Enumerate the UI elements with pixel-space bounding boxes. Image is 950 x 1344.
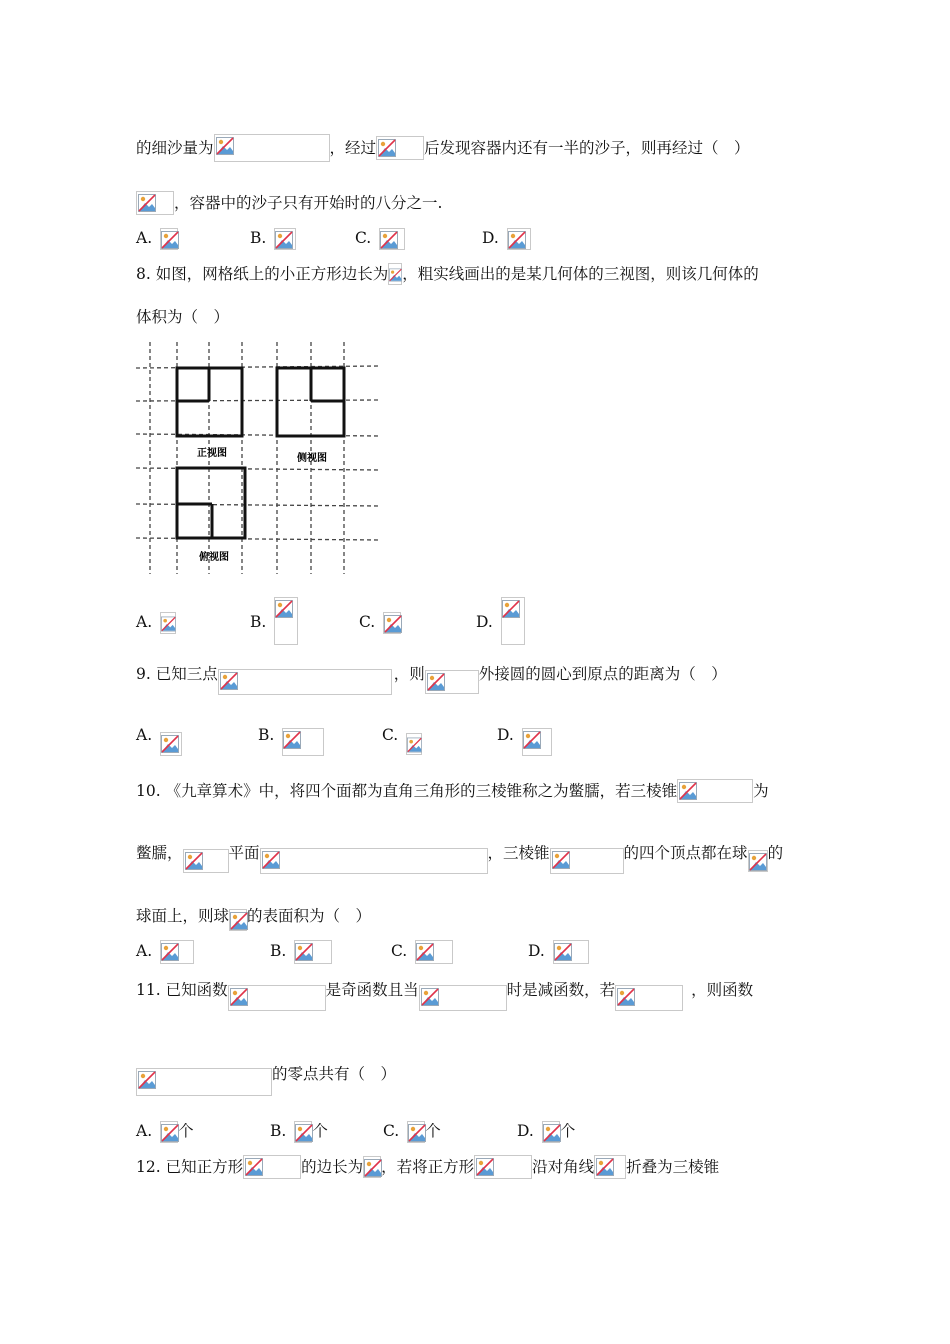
text-segment: 外接圆的圆心到原点的距离为（ ） bbox=[478, 665, 727, 683]
text-line bbox=[136, 902, 371, 928]
text-segment: ，容器中的沙子只有开始时的八分之一. bbox=[174, 194, 443, 212]
text-segment: 的表面积为（ ） bbox=[247, 907, 372, 925]
text-segment: 鳖臑， bbox=[136, 844, 183, 862]
broken-image-icon bbox=[275, 600, 293, 618]
broken-image-icon bbox=[220, 672, 238, 690]
option-label: C. bbox=[355, 229, 372, 247]
question-8 bbox=[136, 260, 759, 286]
option-label: A. bbox=[136, 229, 153, 247]
text-line bbox=[136, 1060, 396, 1086]
option-a bbox=[136, 1118, 194, 1144]
broken-image-icon bbox=[295, 943, 313, 961]
formula-image bbox=[363, 1156, 381, 1178]
broken-image-icon bbox=[389, 266, 402, 284]
option-c bbox=[383, 1118, 441, 1144]
option-a bbox=[136, 609, 176, 635]
broken-image-icon bbox=[295, 1124, 313, 1142]
text-segment: ，粗实线画出的是某几何体的三视图，则该几何体的 bbox=[402, 265, 759, 283]
option-label: D. bbox=[497, 726, 514, 744]
option-d bbox=[476, 597, 525, 631]
top-view-label: 俯视图 bbox=[199, 552, 229, 563]
text-segment: ，经过 bbox=[329, 139, 377, 157]
broken-image-icon bbox=[508, 231, 526, 249]
broken-image-icon bbox=[543, 1124, 561, 1142]
broken-image-icon bbox=[421, 988, 439, 1006]
option-label: B. bbox=[270, 1122, 287, 1140]
broken-image-icon bbox=[161, 1124, 179, 1142]
formula-image bbox=[507, 228, 531, 250]
text-segment: 的零点共有（ ） bbox=[272, 1065, 397, 1083]
formula-image bbox=[615, 985, 683, 1011]
formula-image bbox=[542, 1121, 560, 1143]
formula-image bbox=[274, 228, 296, 250]
option-label: D. bbox=[528, 942, 545, 960]
formula-image bbox=[522, 728, 552, 756]
broken-image-icon bbox=[596, 1158, 614, 1176]
text-segment: 折叠为三棱锥 bbox=[626, 1158, 720, 1176]
formula-image bbox=[274, 597, 298, 645]
formula-image bbox=[294, 940, 332, 964]
broken-image-icon bbox=[230, 912, 248, 930]
broken-image-icon bbox=[617, 988, 635, 1006]
option-label: D. bbox=[476, 613, 493, 631]
broken-image-icon bbox=[185, 852, 203, 870]
front-view-label: 正视图 bbox=[197, 448, 227, 459]
formula-image bbox=[501, 597, 525, 645]
broken-image-icon bbox=[216, 137, 234, 155]
option-label: C. bbox=[383, 1122, 400, 1140]
broken-image-icon bbox=[378, 139, 396, 157]
text-segment: 体积为（ ） bbox=[136, 308, 230, 326]
formula-image bbox=[136, 1068, 272, 1096]
formula-image bbox=[407, 1121, 425, 1143]
text-segment: 11. 已知函数 bbox=[136, 981, 228, 999]
option-a bbox=[136, 225, 178, 251]
option-c bbox=[382, 722, 422, 748]
text-segment: 时是减函数，若 bbox=[506, 981, 616, 999]
broken-image-icon bbox=[161, 943, 179, 961]
formula-image bbox=[376, 136, 424, 160]
formula-image bbox=[406, 733, 422, 755]
text-line bbox=[136, 839, 783, 865]
text-segment: ，则 bbox=[393, 665, 425, 683]
option-c bbox=[359, 609, 401, 635]
option-label: B. bbox=[250, 229, 267, 247]
text-segment: 8. 如图，网格纸上的小正方形边长为 bbox=[136, 265, 389, 283]
broken-image-icon bbox=[230, 988, 248, 1006]
formula-image bbox=[379, 228, 405, 250]
text-segment: 是奇函数且当 bbox=[325, 981, 419, 999]
option-label: B. bbox=[258, 726, 275, 744]
formula-image bbox=[553, 940, 589, 964]
option-label: C. bbox=[359, 613, 376, 631]
broken-image-icon bbox=[523, 731, 541, 749]
option-d bbox=[482, 225, 531, 251]
formula-image bbox=[229, 909, 247, 931]
side-view-label: 侧视图 bbox=[297, 453, 327, 464]
text-segment: 平面 bbox=[228, 844, 260, 862]
text-segment: 的细沙量为 bbox=[136, 139, 214, 157]
formula-image bbox=[136, 191, 174, 215]
option-a bbox=[136, 722, 182, 748]
formula-image bbox=[214, 134, 330, 162]
text-segment: 的 bbox=[767, 844, 784, 862]
broken-image-icon bbox=[138, 194, 156, 212]
broken-image-icon bbox=[552, 851, 570, 869]
text-segment: 沿对角线 bbox=[532, 1158, 595, 1176]
formula-image bbox=[294, 1121, 312, 1143]
formula-image bbox=[160, 940, 194, 964]
option-label: A. bbox=[136, 726, 153, 744]
broken-image-icon bbox=[275, 231, 293, 249]
question-9 bbox=[136, 660, 727, 686]
option-b bbox=[250, 597, 298, 631]
text-line bbox=[136, 303, 229, 329]
formula-image bbox=[383, 612, 401, 634]
broken-image-icon bbox=[407, 736, 422, 754]
broken-image-icon bbox=[245, 1158, 263, 1176]
broken-image-icon bbox=[427, 673, 445, 691]
unit-label: 个 bbox=[312, 1122, 328, 1140]
option-label: B. bbox=[250, 613, 267, 631]
text-segment: 12. 已知正方形 bbox=[136, 1158, 244, 1176]
text-segment: 9. 已知三点 bbox=[136, 665, 218, 683]
broken-image-icon bbox=[476, 1158, 494, 1176]
option-label: C. bbox=[382, 726, 399, 744]
formula-image bbox=[160, 228, 178, 250]
formula-image bbox=[748, 850, 768, 872]
formula-image bbox=[228, 985, 326, 1011]
formula-image bbox=[218, 669, 392, 695]
broken-image-icon bbox=[408, 1124, 426, 1142]
unit-label: 个 bbox=[559, 1122, 576, 1140]
option-d bbox=[528, 938, 589, 964]
broken-image-icon bbox=[749, 853, 767, 871]
broken-image-icon bbox=[283, 731, 301, 749]
formula-image bbox=[183, 849, 229, 873]
formula-image bbox=[160, 612, 176, 634]
formula-image bbox=[425, 670, 479, 694]
text-segment: ，则函数 bbox=[691, 981, 754, 999]
formula-image bbox=[550, 848, 624, 874]
broken-image-icon bbox=[380, 231, 398, 249]
text-segment: 为 bbox=[753, 782, 769, 800]
option-c bbox=[355, 225, 405, 251]
text-line bbox=[136, 134, 750, 160]
formula-image bbox=[419, 985, 507, 1011]
option-b bbox=[250, 225, 296, 251]
broken-image-icon bbox=[554, 943, 572, 961]
text-segment: 的边长为 bbox=[301, 1158, 364, 1176]
formula-image bbox=[160, 1121, 178, 1143]
option-a bbox=[136, 938, 194, 964]
formula-image bbox=[474, 1155, 532, 1179]
formula-image bbox=[415, 940, 453, 964]
option-label: A. bbox=[136, 1122, 153, 1140]
option-c bbox=[391, 938, 453, 964]
three-view-figure bbox=[136, 338, 380, 578]
text-segment: ，三棱锥 bbox=[487, 844, 550, 862]
option-label: C. bbox=[391, 942, 408, 960]
unit-label: 个 bbox=[178, 1122, 194, 1140]
broken-image-icon bbox=[161, 615, 176, 633]
option-label: D. bbox=[517, 1122, 534, 1140]
broken-image-icon bbox=[384, 615, 402, 633]
text-segment: 10. 《九章算术》中，将四个面都为直角三角形的三棱锥称之为鳖臑，若三棱锥 bbox=[136, 782, 678, 800]
formula-image bbox=[677, 779, 753, 803]
option-b bbox=[258, 722, 324, 748]
formula-image bbox=[388, 263, 402, 285]
option-label: B. bbox=[270, 942, 287, 960]
formula-image bbox=[260, 848, 488, 874]
broken-image-icon bbox=[679, 782, 697, 800]
formula-image bbox=[282, 728, 324, 756]
option-label: D. bbox=[482, 229, 499, 247]
formula-image bbox=[160, 732, 182, 756]
broken-image-icon bbox=[502, 600, 520, 618]
option-d bbox=[517, 1118, 575, 1144]
question-10 bbox=[136, 777, 769, 803]
text-segment: 后发现容器内还有一半的沙子，则再经过（ ） bbox=[424, 139, 750, 157]
broken-image-icon bbox=[161, 735, 179, 753]
broken-image-icon bbox=[416, 943, 434, 961]
option-d bbox=[497, 722, 552, 748]
broken-image-icon bbox=[364, 1159, 382, 1177]
question-11 bbox=[136, 976, 753, 1002]
question-12 bbox=[136, 1153, 719, 1179]
unit-label: 个 bbox=[425, 1122, 441, 1140]
broken-image-icon bbox=[161, 231, 179, 249]
broken-image-icon bbox=[138, 1071, 156, 1089]
text-segment: 球面上，则球 bbox=[136, 907, 230, 925]
formula-image bbox=[594, 1155, 626, 1179]
option-label: A. bbox=[136, 613, 153, 631]
broken-image-icon bbox=[262, 851, 280, 869]
option-b bbox=[270, 1118, 328, 1144]
text-line bbox=[136, 189, 442, 215]
text-segment: 的四个顶点都在球 bbox=[623, 844, 748, 862]
text-segment: ，若将正方形 bbox=[381, 1158, 475, 1176]
option-label: A. bbox=[136, 942, 153, 960]
option-b bbox=[270, 938, 332, 964]
formula-image bbox=[243, 1155, 301, 1179]
